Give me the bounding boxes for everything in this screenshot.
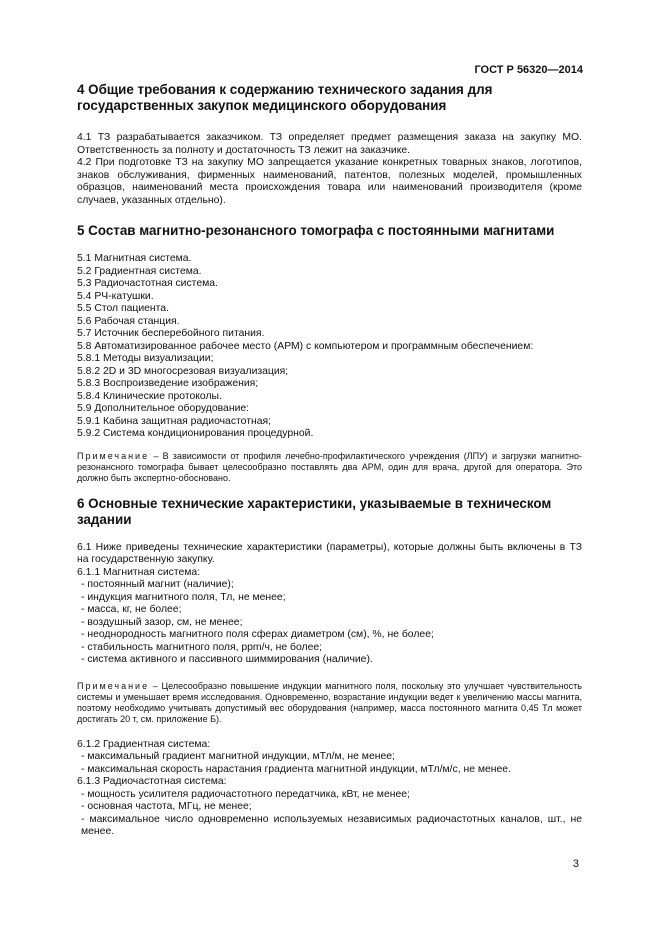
list-item: 5.5 Стол пациента. <box>77 303 169 314</box>
note-text: – В зависимости от профиля лечебно-профилактического учреждения (ЛПУ) и загрузки магнитно-резонансного томографа бывает целесообразно поставлять два АРМ, один для врача, другой для оператора. Это должно быть экспертно-обосновано. <box>77 450 582 483</box>
list-item: 5.8.3 Воспроизведение изображения; <box>77 378 259 389</box>
list-item: 5.8 Автоматизированное рабочее место (АРМ) с компьютером и программным обеспечением: <box>77 340 534 352</box>
list-item: - максимальная скорость нарастания градиента магнитной индукции, мТл/м/с, не менее. <box>81 763 511 775</box>
list-item: 5.9.1 Кабина защитная радиочастотная; <box>77 415 272 427</box>
list-item: - стабильность магнитного поля, ppm/ч, не более; <box>81 641 323 653</box>
list-item: - неоднородность магнитного поля сферах диаметром (см), %, не более; <box>81 629 434 640</box>
paragraph-6-1: 6.1 Ниже приведены технические характеристики (параметры), которые должны быть включены в ТЗ на государственную закупку. <box>77 541 582 565</box>
section-5-list <box>77 253 582 441</box>
subheading-6-1-3: 6.1.3 Радиочастотная система: <box>77 776 227 787</box>
list-item: - индукция магнитного поля, Тл, не менее; <box>81 591 286 603</box>
list-item: - максимальное число одновременно используемых независимых радиочастотных каналов, шт., не менее. <box>81 813 582 837</box>
list-item: 5.9.2 Система кондиционирования процедурной. <box>77 428 314 439</box>
section-6-1-2 <box>77 739 582 814</box>
list-item: 5.9 Дополнительное оборудование: <box>77 403 250 414</box>
list-item: - воздушный зазор, см, не менее; <box>81 616 243 628</box>
list-item: - максимальный градиент магнитной индукции, мТл/м, не менее; <box>81 751 395 762</box>
note-section-6 <box>77 681 582 725</box>
section-6-1-1 <box>77 567 582 667</box>
list-item: 5.8.2 2D и 3D многосрезовая визуализация; <box>77 365 289 377</box>
section-5-title: 5 Состав магнитно-резонансного томографа с постоянными магнитами <box>77 223 555 238</box>
list-item: - система активного и пассивного шиммирования (наличие). <box>81 654 373 665</box>
list-item: - масса, кг, не более; <box>81 604 182 615</box>
paragraph-4-1: 4.1 ТЗ разрабатывается заказчиком. ТЗ определяет предмет размещения заказа на закупку МО. Ответственность за полноту и достаточность ТЗ лежит на заказчике. <box>77 132 582 156</box>
note-section-5 <box>77 451 582 484</box>
list-item: 5.8.1 Методы визуализации; <box>77 353 214 364</box>
page-number: 3 <box>572 858 579 870</box>
list-item: 5.8.4 Клинические протоколы. <box>77 390 222 402</box>
note-text: – Целесообразно повышение индукции магнитного поля, поскольку это улучшает чувствительность системы и уменьшает время исследования. Одновременно, возрастание индукции ведет к увеличению массы магнита, поэтому необходимо учитывать допустимый вес оборудования (например, масса постоянного магнита 0,45 Тл может достигать 20 т, см. приложение Б). <box>77 680 582 724</box>
list-item: 5.4 РЧ-катушки. <box>77 290 154 302</box>
subheading-6-1-2: 6.1.2 Градиентная система: <box>77 738 211 750</box>
list-item: 5.7 Источник бесперебойного питания. <box>77 328 265 339</box>
list-item: 5.3 Радиочастотная система. <box>77 278 218 289</box>
list-item: - постоянный магнит (наличие); <box>81 579 234 590</box>
list-item: - мощность усилителя радиочастотного передатчика, кВт, не менее; <box>81 788 410 800</box>
standard-number: ГОСТ Р 56320—2014 <box>474 64 583 76</box>
section-6-title: 6 Основные технические характеристики, указываемые в техническом задании <box>77 495 552 527</box>
list-item: 5.6 Рабочая станция. <box>77 315 180 327</box>
note-label: Примечание <box>77 450 150 461</box>
list-item: 5.2 Градиентная система. <box>77 265 202 277</box>
list-item: - основная частота, МГц, не менее; <box>81 801 252 812</box>
subheading-6-1-1: 6.1.1 Магнитная система: <box>77 566 201 578</box>
page-content <box>77 82 582 839</box>
list-item: 5.1 Магнитная система. <box>77 253 192 264</box>
note-label: Примечание <box>77 680 150 691</box>
paragraph-4-2: 4.2 При подготовке ТЗ на закупку МО запрещается указание конкретных товарных знаков, логотипов, знаков обслуживания, фирменных наименований, патентов, полезных моделей, промышленных образцов, наименований места происхождения товара или наименований производителя (кроме случаев, указанных отдельно). <box>77 157 582 206</box>
section-4-title: 4 Общие требования к содержанию технического задания для государственных закупок медицинского оборудования <box>77 82 493 113</box>
